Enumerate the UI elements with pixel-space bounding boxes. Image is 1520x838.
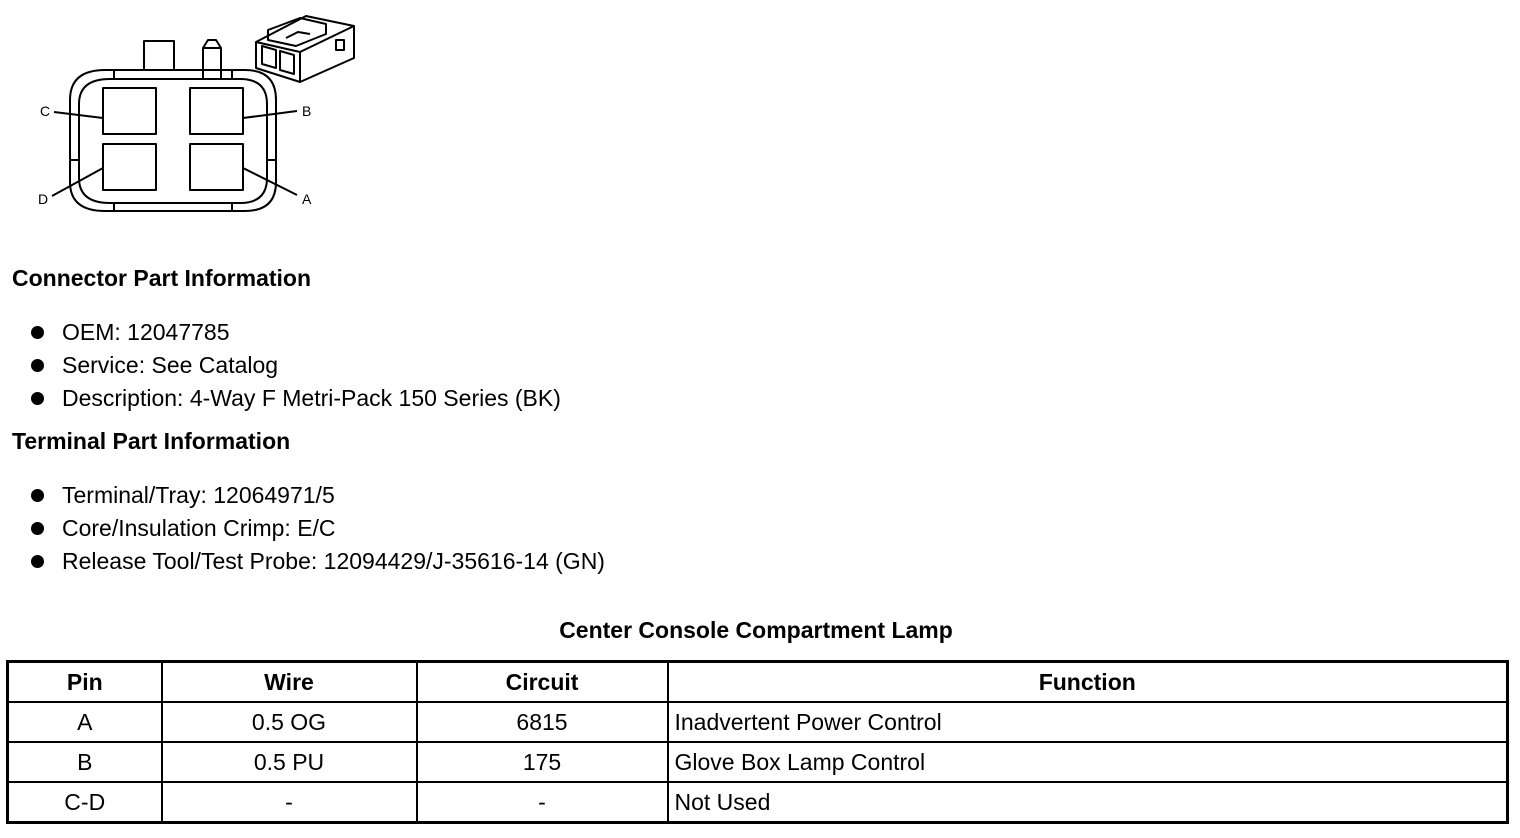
table-row <box>8 782 1508 823</box>
cavity-d <box>103 144 156 190</box>
cell-function: Glove Box Lamp Control <box>668 742 1508 782</box>
cavity-b <box>190 88 243 134</box>
cell-circuit: 6815 <box>417 702 668 742</box>
list-item <box>30 512 605 545</box>
table-row <box>8 702 1508 742</box>
connector-housing-inner <box>79 79 267 203</box>
cell-circuit: 175 <box>417 742 668 782</box>
connector-housing-outer <box>70 70 276 211</box>
bullet-icon <box>31 522 44 535</box>
list-item-text: Description: 4-Way F Metri-Pack 150 Series (BK) <box>62 385 561 411</box>
cell-wire: - <box>162 782 417 823</box>
bullet-icon <box>31 326 44 339</box>
cell-pin: B <box>8 742 162 782</box>
terminal-info-heading: Terminal Part Information <box>12 428 291 454</box>
table-row <box>8 742 1508 782</box>
bullet-icon <box>31 392 44 405</box>
cell-function: Not Used <box>668 782 1508 823</box>
bullet-icon <box>31 489 44 502</box>
pinout-table <box>6 660 1509 824</box>
header-circuit: Circuit <box>417 662 668 703</box>
list-item-text: Terminal/Tray: 12064971/5 <box>62 482 335 508</box>
list-item-text: Release Tool/Test Probe: 12094429/J-35616-14 (GN) <box>62 548 605 574</box>
list-item <box>30 349 561 382</box>
list-item-text: OEM: 12047785 <box>62 319 230 345</box>
cell-pin: A <box>8 702 162 742</box>
connector-key <box>203 40 221 80</box>
header-wire: Wire <box>162 662 417 703</box>
terminal-info-list <box>30 479 605 578</box>
table-header-row <box>8 662 1508 703</box>
list-item <box>30 479 605 512</box>
list-item-text: Core/Insulation Crimp: E/C <box>62 515 336 541</box>
connector-latch <box>144 41 174 70</box>
pin-label-c: C <box>40 103 51 119</box>
pin-label-b: B <box>302 103 312 119</box>
cell-pin: C-D <box>8 782 162 823</box>
list-item <box>30 382 561 415</box>
list-item-text: Service: See Catalog <box>62 352 279 378</box>
cell-function: Inadvertent Power Control <box>668 702 1508 742</box>
list-item <box>30 316 561 349</box>
cavity-a <box>190 144 243 190</box>
connector-iso-view <box>256 16 354 82</box>
connector-info-list <box>30 316 561 415</box>
pin-label-a: A <box>302 191 312 207</box>
list-item <box>30 545 605 578</box>
table-title: Center Console Compartment Lamp <box>559 617 953 643</box>
bullet-icon <box>31 359 44 372</box>
header-function: Function <box>668 662 1508 703</box>
header-pin: Pin <box>8 662 162 703</box>
connector-info-heading: Connector Part Information <box>12 265 312 291</box>
cell-circuit: - <box>417 782 668 823</box>
connector-diagram <box>0 0 380 225</box>
pin-label-d: D <box>38 191 49 207</box>
cell-wire: 0.5 PU <box>162 742 417 782</box>
bullet-icon <box>31 555 44 568</box>
cell-wire: 0.5 OG <box>162 702 417 742</box>
cavity-c <box>103 88 156 134</box>
